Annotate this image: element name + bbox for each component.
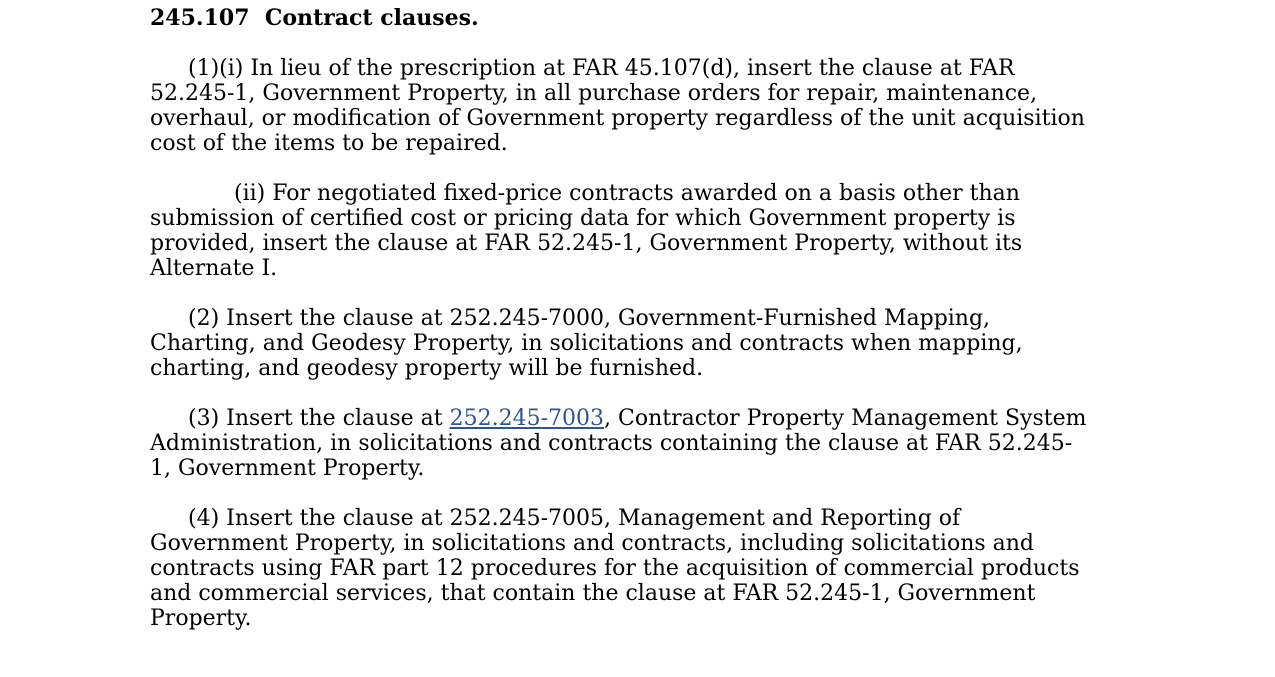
section-heading [150,6,1130,31]
paragraph-text: , Contractor Property Management System [604,406,1087,431]
paragraph-line: Property. [150,606,252,631]
paragraph-line: (1)(i) In lieu of the prescription at FAR 45.107(d), insert the clause at FAR [188,56,1015,81]
paragraph-line: (4) Insert the clause at 252.245-7005, Management and Reporting of [188,506,961,531]
paragraph-line: Alternate I. [150,256,278,281]
paragraph-line: overhaul, or modification of Government property regardless of the unit acquisition [150,106,1085,131]
clause-link-252-245-7003[interactable]: 252.245-7003 [449,406,604,431]
paragraph-line: 1, Government Property. [150,456,425,481]
section-number: 245.107 [150,5,250,31]
paragraph-1-ii [150,181,1130,281]
section-title: Contract clauses. [264,5,479,31]
paragraph-line: submission of certified cost or pricing data for which Government property is [150,206,1016,231]
paragraph-line: charting, and geodesy property will be furnished. [150,356,704,381]
paragraph-text: (3) Insert the clause at [188,406,450,431]
paragraph-line: Government Property, in solicitations and contracts, including solicitations and [150,531,1035,556]
paragraph-line [150,406,1130,431]
paragraph-line: 52.245-1, Government Property, in all purchase orders for repair, maintenance, [150,81,1038,106]
paragraph-3 [150,406,1130,481]
paragraph-line: contracts using FAR part 12 procedures for the acquisition of commercial products [150,556,1080,581]
paragraph-line: Charting, and Geodesy Property, in solicitations and contracts when mapping, [150,331,1023,356]
paragraph-line: provided, insert the clause at FAR 52.245-1, Government Property, without its [150,231,1023,256]
paragraph-line: cost of the items to be repaired. [150,131,508,156]
paragraph-line: and commercial services, that contain the clause at FAR 52.245-1, Government [150,581,1036,606]
paragraph-line: Administration, in solicitations and contracts containing the clause at FAR 52.245- [150,431,1073,456]
document-body [150,6,1130,656]
paragraph-line: (2) Insert the clause at 252.245-7000, Government-Furnished Mapping, [188,306,991,331]
paragraph-4 [150,506,1130,631]
paragraph-line: (ii) For negotiated fixed-price contracts awarded on a basis other than [234,181,1020,206]
paragraph-2 [150,306,1130,381]
paragraph-1-i [150,56,1130,156]
